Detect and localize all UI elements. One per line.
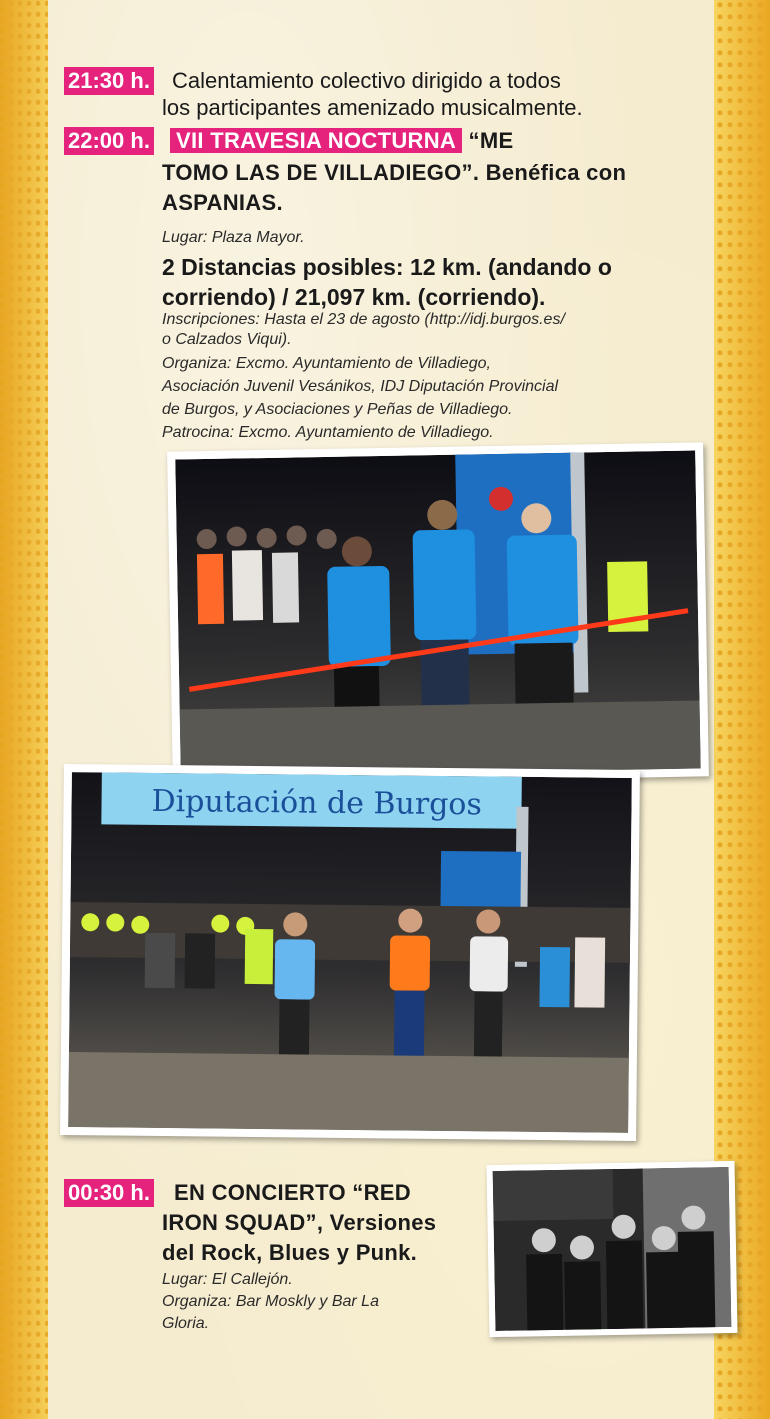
event-title-part: “ME (468, 128, 514, 153)
event-title-line: TOMO LAS DE VILLADIEGO”. Benéfica con (162, 160, 627, 185)
banner-text: Diputación de Burgos (151, 783, 483, 823)
event-time: 21:30 h. (64, 67, 154, 95)
event-title-line: ASPANIAS. (162, 190, 283, 215)
event-organizer-line: de Burgos, y Asociaciones y Peñas de Villadiego. (162, 401, 513, 418)
event-organizer-line: Organiza: Bar Moskly y Bar La (162, 1293, 379, 1310)
event-time: 00:30 h. (64, 1179, 154, 1207)
event-location: Lugar: El Callejón. (162, 1271, 293, 1288)
event-sponsor: Patrocina: Excmo. Ayuntamiento de Villadiego. (162, 424, 494, 441)
event-organizer-line: Gloria. (162, 1315, 210, 1332)
event-title-line: EN CONCIERTO “RED (174, 1180, 411, 1205)
photo-race-start-image (68, 772, 632, 1133)
photo-ribbon-cutting (167, 442, 709, 785)
event-organizer-line: Asociación Juvenil Vesánikos, IDJ Diputación Provincial (162, 378, 559, 395)
event-distances-line: corriendo) / 21,097 km. (corriendo). (162, 284, 546, 310)
event-registration-line: o Calzados Viqui). (162, 331, 292, 348)
event-time: 22:00 h. (64, 127, 154, 155)
event-registration-line: Inscripciones: Hasta el 23 de agosto (http://idj.burgos.es/ (162, 311, 565, 328)
event-description-line: Calentamiento colectivo dirigido a todos (172, 68, 561, 93)
photo-band-image (493, 1167, 732, 1331)
photo-ribbon-cutting-image (175, 450, 700, 777)
photo-race-start (60, 764, 640, 1141)
event-description-line: los participantes amenizado musicalmente. (162, 95, 583, 120)
event-organizer-line: Organiza: Excmo. Ayuntamiento de Villadiego, (162, 355, 491, 372)
event-distances-line: 2 Distancias posibles: 12 km. (andando o (162, 254, 612, 280)
event-title-line: IRON SQUAD”, Versiones (162, 1210, 437, 1235)
event-location: Lugar: Plaza Mayor. (162, 229, 305, 246)
left-border (0, 0, 48, 1419)
event-title (170, 126, 513, 156)
event-title-highlight: VII TRAVESIA NOCTURNA (170, 128, 462, 153)
photo-band (487, 1161, 738, 1337)
event-title-line: del Rock, Blues y Punk. (162, 1240, 418, 1265)
